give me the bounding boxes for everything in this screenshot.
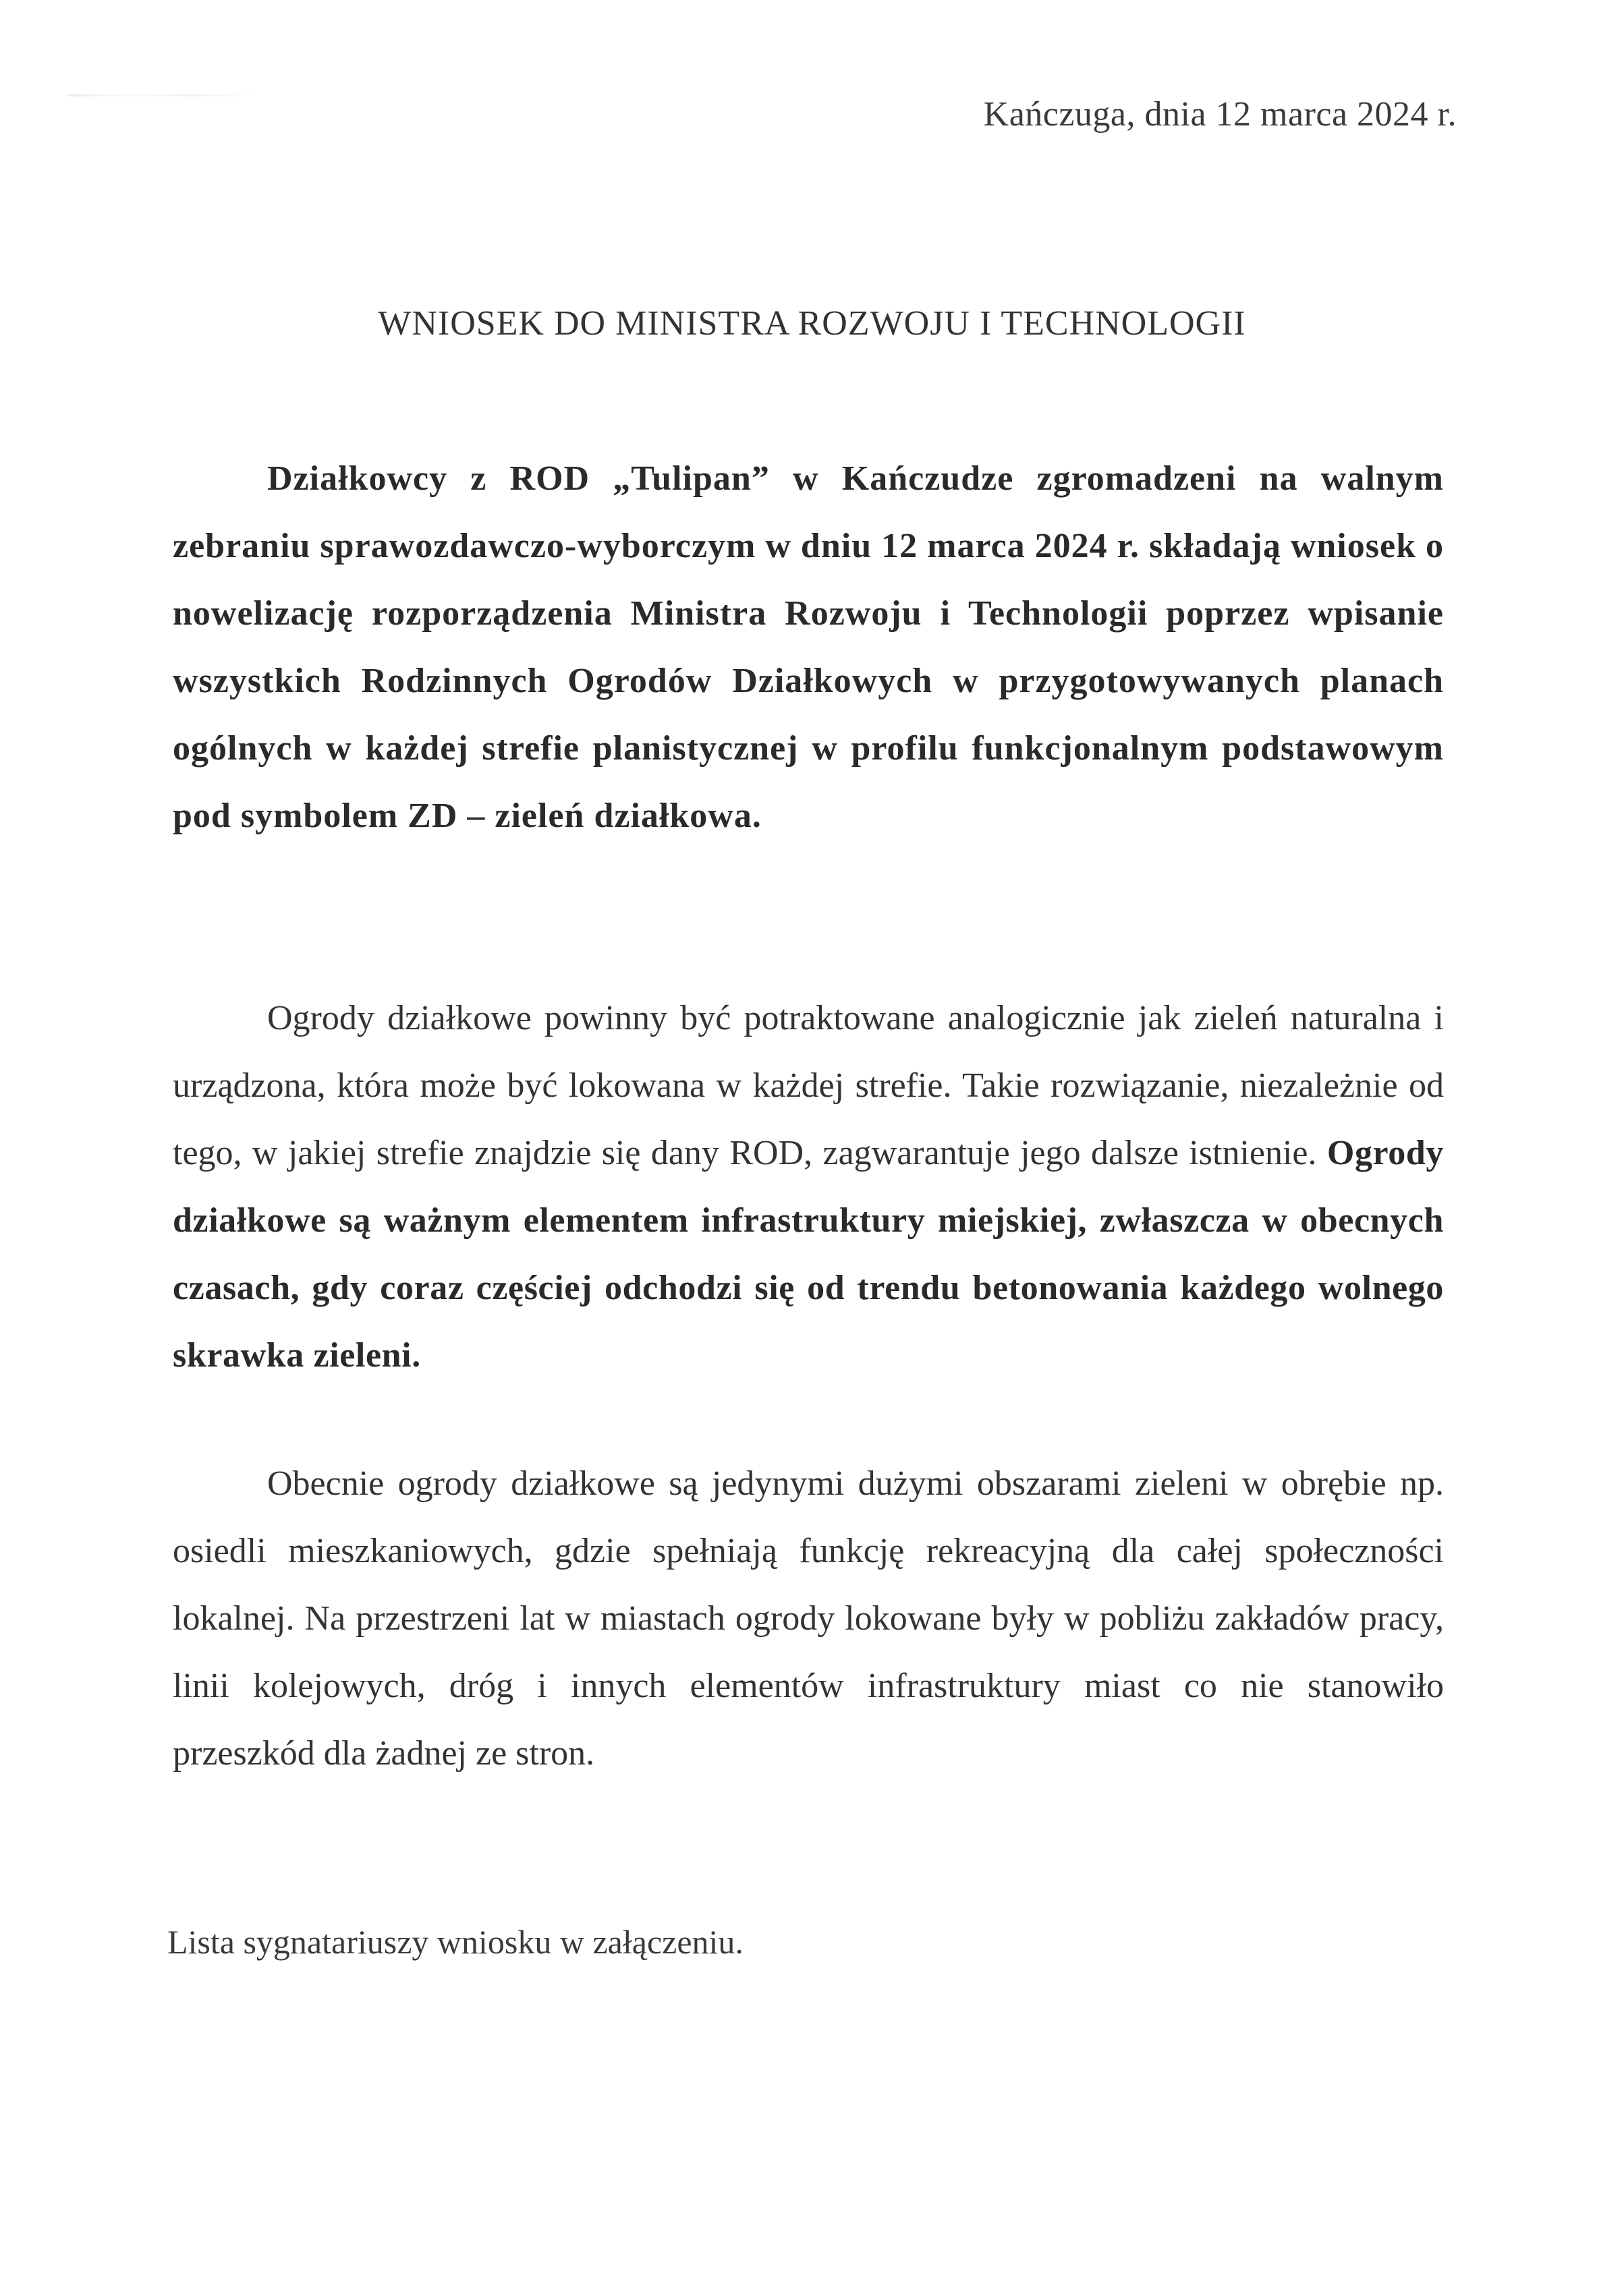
closing-note: Lista sygnatariuszy wniosku w załączeniu. bbox=[167, 1923, 744, 1961]
scan-artifact bbox=[67, 94, 256, 96]
paragraph-context: Obecnie ogrody działkowe są jedynymi dużymi obszarami zieleni w obrębie np. osiedli mieszkaniowych, gdzie spełniają funkcję rekreacyjną dla całej społeczności lokalnej. Na przestrzeni lat w miastach ogrody lokowane były w pobliżu zakładów pracy, linii kolejowych, dróg i innych elementów infrastruktury miast co nie stanowiło przeszkód dla żadnej ze stron. bbox=[173, 1464, 1444, 1773]
paragraph-justification bbox=[173, 985, 1444, 1389]
paragraph-request: Działkowcy z ROD „Tulipan” w Kańczudze zgromadzeni na walnym zebraniu sprawozdawczo-wyborczym w dniu 12 marca 2024 r. składają wniosek o nowelizację rozporządzenia Ministra Rozwoju i Technologii poprzez wpisanie wszystkich Rodzinnych Ogrodów Działkowych w przygotowywanych planach ogólnych w każdej strefie planistycznej w profilu funkcjonalnym podstawowym pod symbolem ZD – zieleń działkowa. bbox=[173, 459, 1444, 835]
paragraph-justification-emphasis: Ogrody działkowe są ważnym elementem infrastruktury miejskiej, zwłaszcza w obecnych czasach, gdy coraz częściej odchodzi się od trendu betonowania każdego wolnego skrawka zieleni. bbox=[173, 1134, 1445, 1375]
date-line: Kańczuga, dnia 12 marca 2024 r. bbox=[983, 95, 1457, 134]
paragraph-justification-regular: Ogrody działkowe powinny być potraktowane analogicznie jak zieleń naturalna i urządzona, która może być lokowana w każdej strefie. Takie rozwiązanie, niezależnie od tego, w jakiej strefie znajdzie się dany ROD, zagwarantuje jego dalsze istnienie. bbox=[173, 999, 1444, 1172]
document-title: WNIOSEK DO MINISTRA ROZWOJU I TECHNOLOGII bbox=[378, 304, 1246, 343]
